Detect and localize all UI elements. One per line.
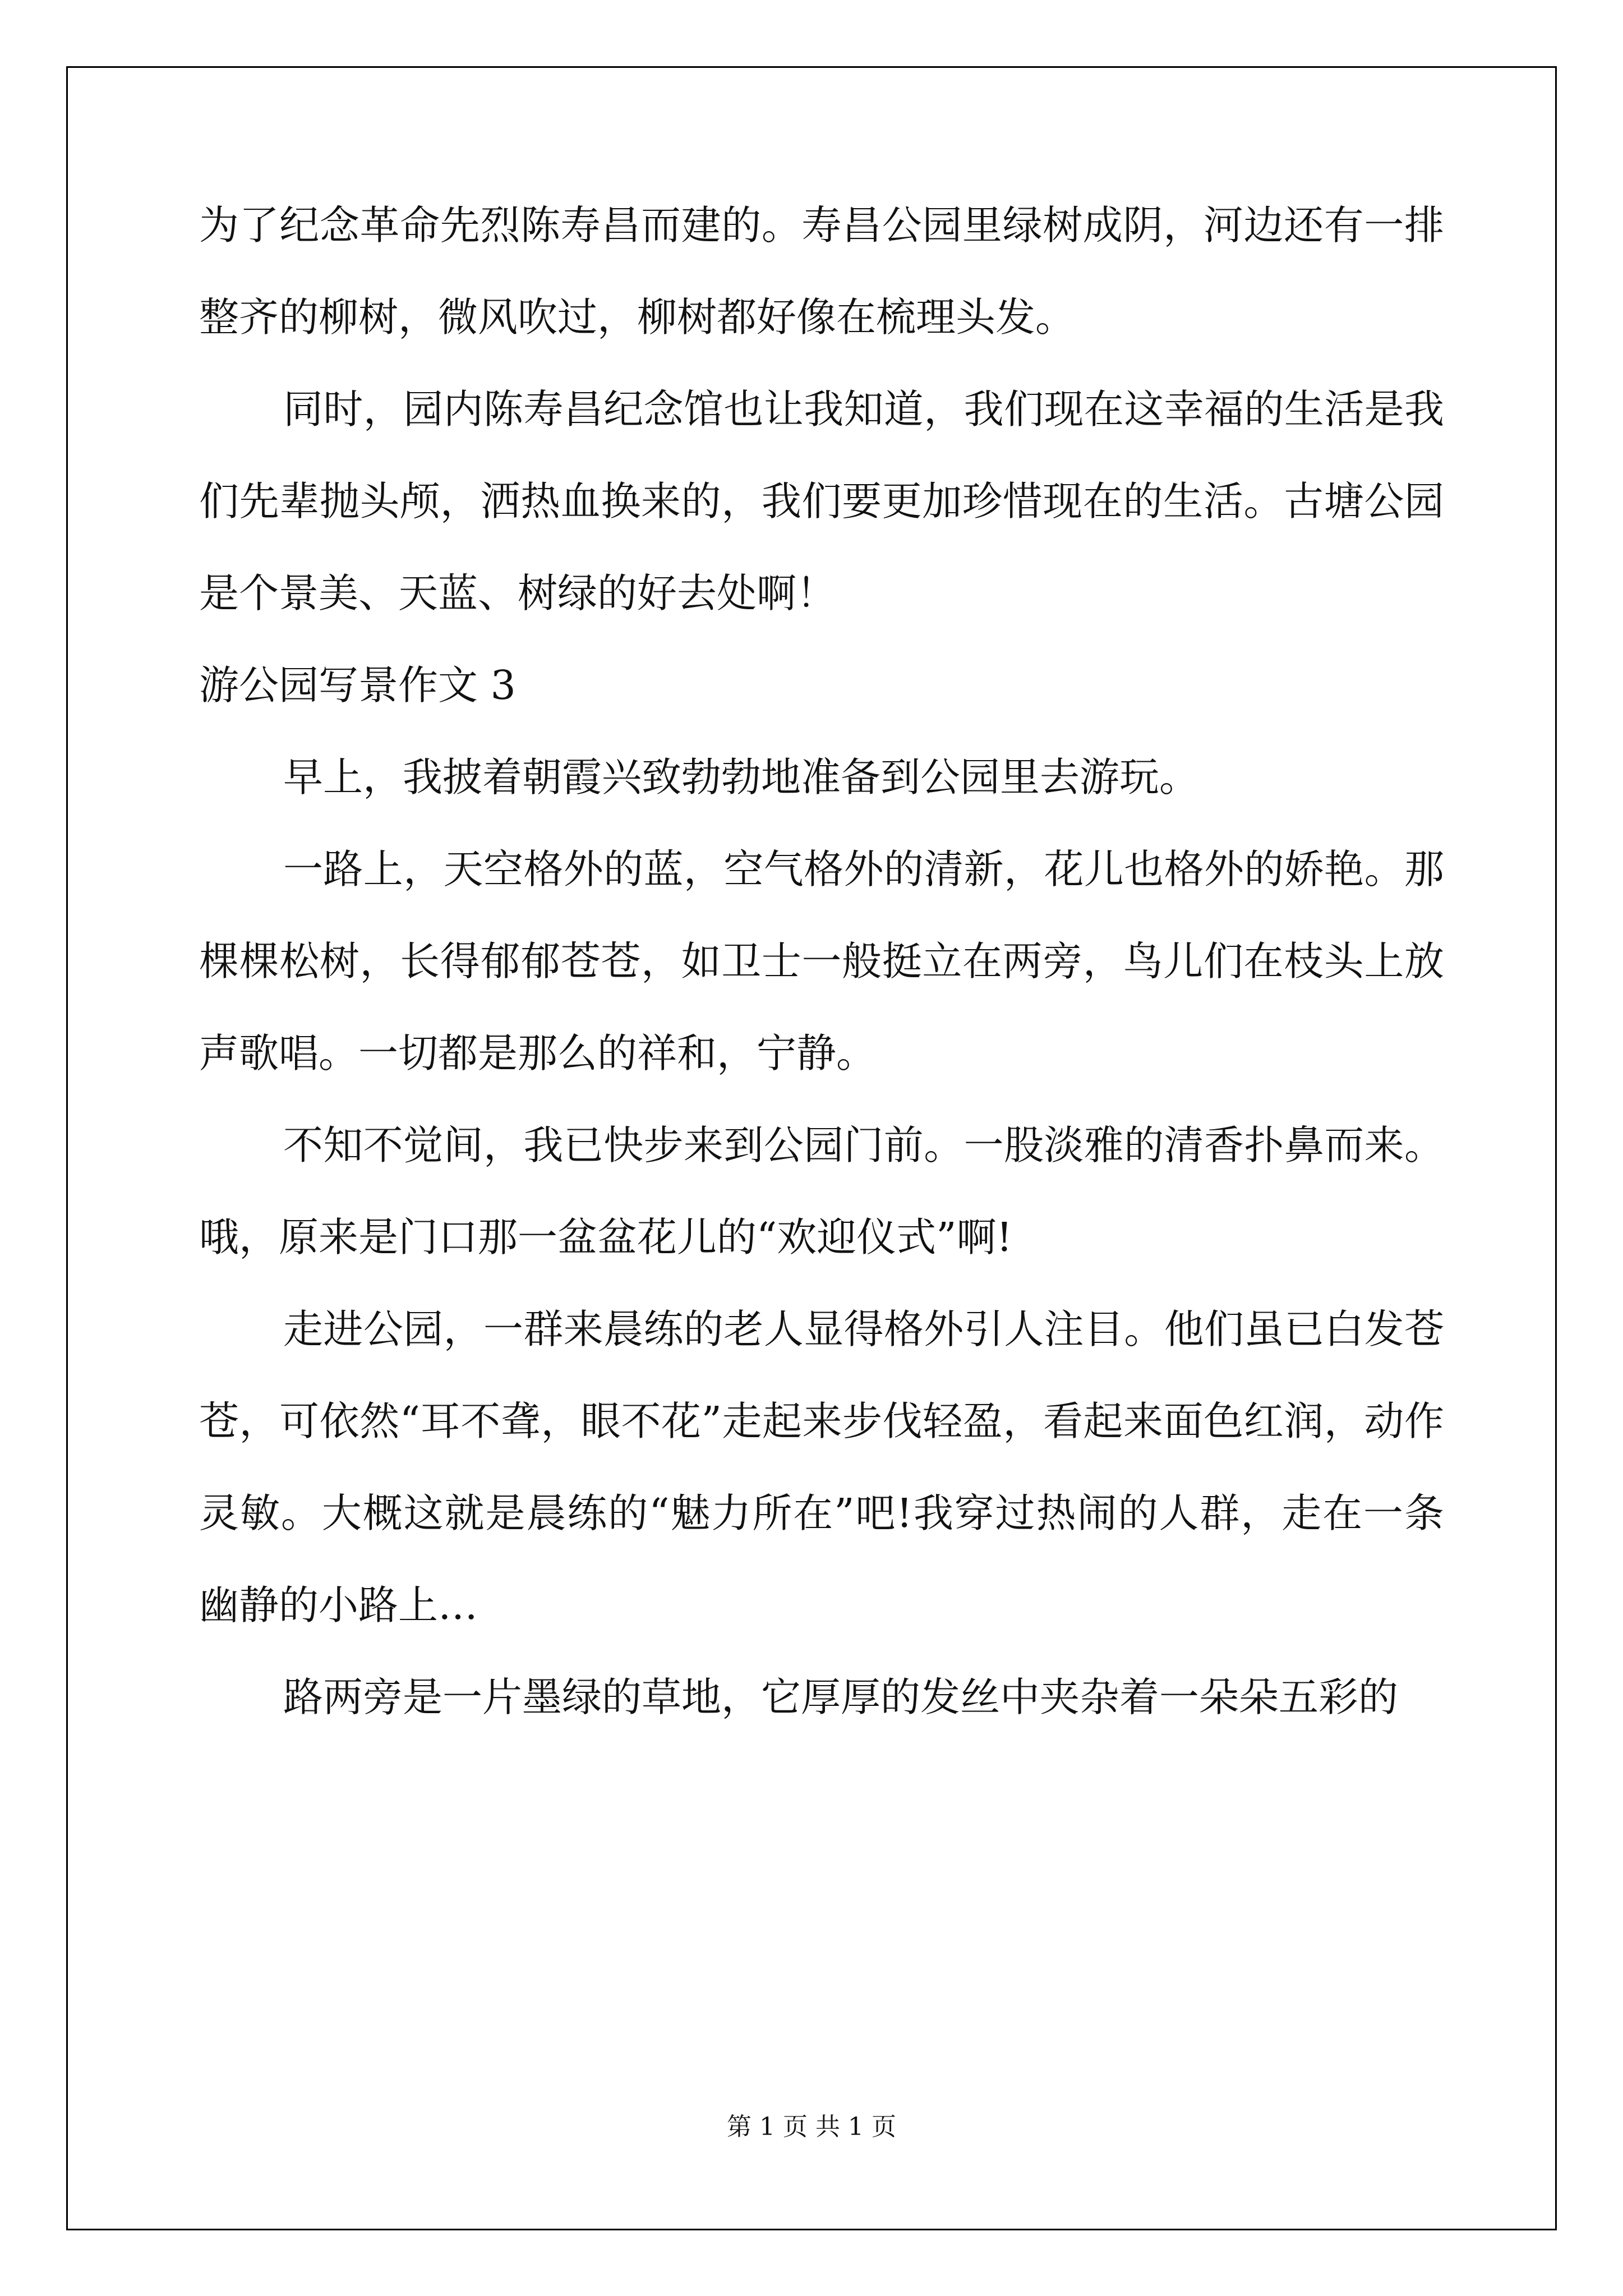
paragraph-2: 同时，园内陈寿昌纪念馆也让我知道，我们现在这幸福的生活是我们先辈抛头颅，洒热血换来的，我们要更加珍惜现在的生活。古塘公园是个景美、天蓝、树绿的好去处啊！ <box>199 386 1444 616</box>
paragraph-7: 路两旁是一片墨绿的草地，它厚厚的发丝中夹杂着一朵朵五彩的 <box>283 1674 1399 1720</box>
paragraph-1: 为了纪念革命先烈陈寿昌而建的。寿昌公园里绿树成阴，河边还有一排整齐的柳树，微风吹过，柳树都好像在梳理头发。 <box>199 202 1444 341</box>
paragraph-3: 早上，我披着朝霞兴致勃勃地准备到公园里去游玩。 <box>283 754 1200 800</box>
paragraph-6: 走进公园，一群来晨练的老人显得格外引人注目。他们虽已白发苍苍，可依然“耳不聋，眼不花”走起来步伐轻盈，看起来面色红润，动作灵敏。大概这就是晨练的“魅力所在”吧!我穿过热闹的人群，走在一条幽静的小路上… <box>199 1306 1444 1628</box>
page-number-footer: 第 1 页 共 1 页 <box>727 2113 896 2141</box>
paragraph-5: 不知不觉间，我已快步来到公园门前。一股淡雅的清香扑鼻而来。哦，原来是门口那一盆盆花儿的“欢迎仪式”啊! <box>199 1122 1444 1260</box>
document-body <box>199 180 1444 1743</box>
paragraph-4: 一路上，天空格外的蓝，空气格外的清新，花儿也格外的娇艳。那棵棵松树，长得郁郁苍苍，如卫士一般挺立在两旁，鸟儿们在枝头上放声歌唱。一切都是那么的祥和，宁静。 <box>199 846 1444 1076</box>
section-heading: 游公园写景作文 3 <box>199 662 516 708</box>
